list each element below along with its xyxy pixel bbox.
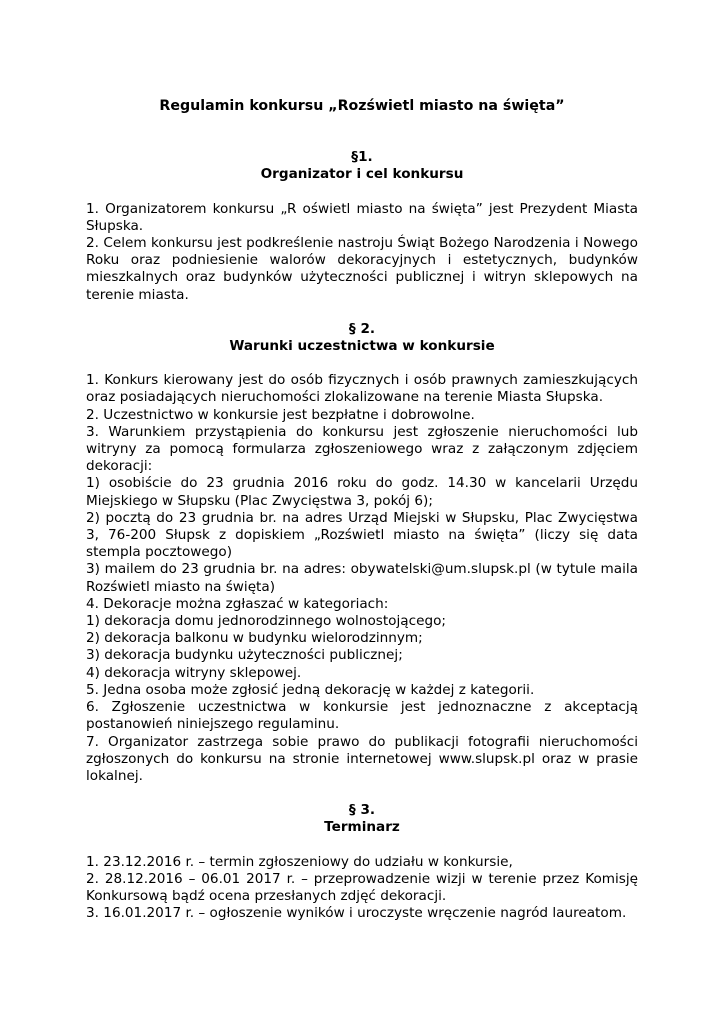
section-number: § 2. [348,320,376,337]
section-heading: Warunki uczestnictwa w konkursie [229,338,495,355]
section-text: 1. 23.12.2016 r. – termin zgłoszeniowy do udziału w konkursie, 2. 28.12.2016 – 06.01 2017 r. – przeprowadzenie wizji w terenie przez Komisję Konkursową bądź ocena przesłanych zdjęć dekoracji. 3. 16.01.2017 r. – ogłoszenie wyników i uroczyste wręczenie nagród laureatom. [86,853,638,922]
section-3 [86,802,638,922]
section-heading: Organizator i cel konkursu [260,166,464,183]
section-text: 1. Konkurs kierowany jest do osób fizycznych i osób prawnych zamieszkujących oraz posiadających nieruchomości zlokalizowane na terenie Miasta Słupska. 2. Uczestnictwo w konkursie jest bezpłatne i dobrowolne. 3. Warunkiem przystąpienia do konkursu jest zgłoszenie nieruchomości lub witryny za pomocą formularza zgłoszeniowego wraz z załączonym zdjęciem dekoracji: 1) osobiście do 23 grudnia 2016 roku do godz. 14.30 w kancelarii Urzędu Miejskiego w Słupsku (Plac Zwycięstwa 3, pokój 6); 2) pocztą do 23 grudnia br. na adres Urząd Miejski w Słupsku, Plac Zwycięstwa 3, 76-200 Słupsk z dopiskiem „Rozświetl miasto na święta” (liczy się data stempla pocztowego) 3) mailem do 23 grudnia br. na adres: obywatelski@um.slupsk.pl (w tytule maila Rozświetl miasto na święta) 4. Dekoracje można zgłaszać w kategoriach: 1) dekoracja domu jednorodzinnego wolnostojącego; 2) dekoracja balkonu w budynku wielorodzinnym; 3) dekoracja budynku użyteczności publicznej; 4) dekoracja witryny sklepowej. 5. Jedna osoba może zgłosić jedną dekorację w każdej z kategorii. 6. Zgłoszenie uczestnictwa w konkursie jest jednoznaczne z akceptacją postanowień niniejszego regulaminu. 7. Organizator zastrzega sobie prawo do publikacji fotografii nieruchomości zgłoszonych do konkursu na stronie internetowej www.slupsk.pl oraz w prasie lokalnej. [86,372,638,784]
section-2 [86,321,638,785]
section-number: §1. [351,149,373,166]
document-page [86,98,638,939]
section-heading: Terminarz [324,819,400,836]
section-1 [86,149,638,304]
section-number: § 3. [348,802,376,819]
document-title: Regulamin konkursu „Rozświetl miasto na święta” [159,98,565,114]
section-text: 1. Organizatorem konkursu „R oświetl miasto na święta” jest Prezydent Miasta Słupska. 2. Celem konkursu jest podkreślenie nastroju Świąt Bożego Narodzenia i Nowego Roku oraz podniesienie walorów dekoracyjnych i estetycznych, budynków mieszkalnych oraz budynków użyteczności publicznej i witryn sklepowych na terenie miasta. [86,200,638,303]
